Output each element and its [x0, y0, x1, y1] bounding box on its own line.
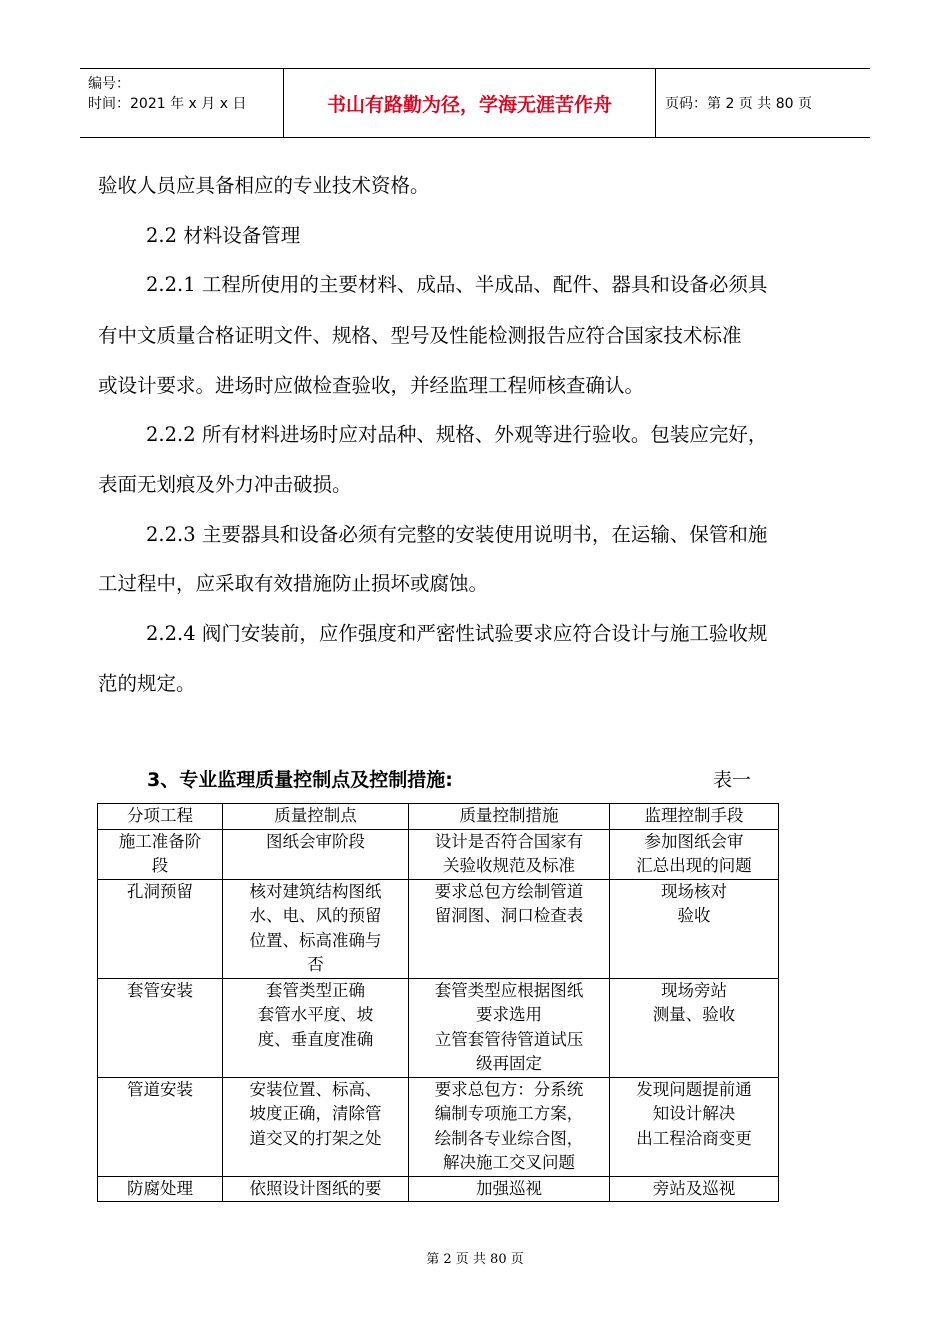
table-cell [98, 879, 223, 978]
cell-line: 验收 [677, 906, 711, 925]
page-footer: 第 2 页 共 80 页 [426, 1252, 524, 1267]
cell-line: 套管水平度、坡 [257, 1005, 374, 1024]
table-cell [409, 879, 610, 978]
table-cell [610, 879, 779, 978]
section-title: 3、专业监理质量控制点及控制措施: [147, 769, 453, 791]
quality-control-table [97, 803, 779, 1202]
cell-line: 汇总出现的问题 [636, 856, 752, 875]
paragraph-line: 工过程中，应采取有效措施防止损坏或腐蚀。 [98, 572, 489, 595]
cell-line: 加强巡视 [476, 1178, 542, 1198]
cell-line: 关验收规范及标准 [443, 856, 575, 875]
paragraph-line: 2.2.4 阀门安装前，应作强度和严密性试验要求应符合设计与施工验收规 [146, 622, 768, 645]
cell-line: 度、垂直度准确 [257, 1029, 374, 1049]
cell-line: 套管类型正确 [266, 980, 365, 1000]
cell-line: 位置、标高准确与 [249, 930, 382, 950]
cell-line: 安装位置、标高、 [249, 1079, 382, 1099]
table-cell [409, 1176, 610, 1202]
cell-line: 管道安装 [127, 1079, 193, 1099]
paragraph-line: 范的规定。 [98, 672, 196, 695]
cell-line: 段 [151, 856, 169, 875]
cell-line: 套管类型应根据图纸 [434, 980, 584, 1000]
cell-line: 图纸会审阶段 [266, 831, 365, 851]
table-cell [223, 879, 409, 978]
cell-line: 要求总包方绘制管道 [434, 881, 584, 901]
table-cell [223, 978, 409, 1077]
cell-line: 现场核对 [661, 881, 727, 901]
table-cell [409, 978, 610, 1077]
table-header-cell: 质量控制措施 [409, 804, 610, 830]
paragraph-line: 有中文质量合格证明文件、规格、型号及性能检测报告应符合国家技术标准 [98, 324, 742, 347]
cell-line: 参加图纸会审 [644, 831, 744, 851]
paragraph-line: 2.2.3 主要器具和设备必须有完整的安装使用说明书，在运输、保管和施 [146, 523, 768, 546]
cell-line: 发现问题提前通 [636, 1079, 752, 1099]
cell-line: 编制专项施工方案， [434, 1104, 584, 1123]
cell-line: 测量、验收 [652, 1005, 736, 1024]
paragraph-line: 2.2.2 所有材料进场时应对品种、规格、外观等进行验收。包装应完好， [146, 423, 768, 446]
table-cell [223, 1077, 409, 1176]
table-row [98, 1077, 779, 1176]
table-row [98, 879, 779, 978]
cell-line: 道交叉的打架之处 [249, 1128, 382, 1148]
paragraph-line: 或设计要求。进场时应做检查验收，并经监理工程师核查确认。 [98, 374, 645, 397]
cell-line: 留洞图、洞口检查表 [434, 906, 584, 925]
table-cell [223, 829, 409, 879]
document-number-label: 编号： [88, 76, 130, 92]
cell-line: 绘制各专业综合图， [434, 1128, 584, 1148]
cell-line: 防腐处理 [127, 1178, 193, 1198]
header-motto: 书山有路勤为径，学海无涯苦作舟 [284, 69, 656, 137]
cell-line: 旁站及巡视 [652, 1178, 736, 1198]
cell-line: 解决施工交叉问题 [443, 1153, 575, 1172]
document-date: 时间：2021 年 x 月 x 日 [88, 96, 247, 112]
table-cell [98, 978, 223, 1077]
paragraph-line: 2.2.1 工程所使用的主要材料、成品、半成品、配件、器具和设备必须具 [146, 273, 768, 296]
cell-line: 要求总包方：分系统 [434, 1079, 584, 1099]
cell-line: 立管套管待管道试压 [434, 1029, 584, 1049]
cell-line: 知设计解决 [652, 1104, 736, 1123]
cell-line: 要求选用 [476, 1005, 542, 1024]
cell-line: 出工程洽商变更 [636, 1128, 752, 1148]
table-header-cell: 监理控制手段 [610, 804, 779, 830]
table-cell [610, 978, 779, 1077]
paragraph-line: 验收人员应具备相应的专业技术资格。 [98, 174, 430, 197]
cell-line: 否 [307, 955, 324, 974]
table-header-cell: 质量控制点 [223, 804, 409, 830]
cell-line: 依照设计图纸的要 [249, 1178, 382, 1198]
table-header-cell: 分项工程 [98, 804, 223, 830]
header-page-info: 页码：第 2 页 共 80 页 [665, 96, 812, 112]
table-cell [98, 1176, 223, 1202]
subsection-heading: 2.2 材料设备管理 [146, 224, 301, 247]
cell-line: 核对建筑结构图纸 [249, 881, 382, 901]
cell-line: 设计是否符合国家有 [434, 831, 584, 851]
paragraph-line: 表面无划痕及外力冲击破损。 [98, 473, 352, 496]
header-left-cell [80, 69, 284, 137]
table-row [98, 978, 779, 1077]
table-cell [98, 829, 223, 879]
table-row [98, 829, 779, 879]
page-header [80, 68, 870, 138]
table-cell [610, 1077, 779, 1176]
cell-line: 级再固定 [476, 1054, 542, 1073]
table-cell [610, 1176, 779, 1202]
table-cell [409, 829, 610, 879]
table-header-row [98, 804, 779, 830]
table-cell [223, 1176, 409, 1202]
table-cell [610, 829, 779, 879]
cell-line: 水、电、风的预留 [249, 906, 382, 925]
table-cell [98, 1077, 223, 1176]
cell-line: 孔洞预留 [127, 881, 193, 901]
table-cell [409, 1077, 610, 1176]
cell-line: 现场旁站 [661, 980, 727, 1000]
table-row [98, 1176, 779, 1202]
cell-line: 坡度正确，清除管 [249, 1104, 382, 1123]
table-label: 表一 [713, 769, 752, 791]
cell-line: 施工准备阶 [118, 831, 202, 851]
cell-line: 套管安装 [127, 980, 193, 1000]
